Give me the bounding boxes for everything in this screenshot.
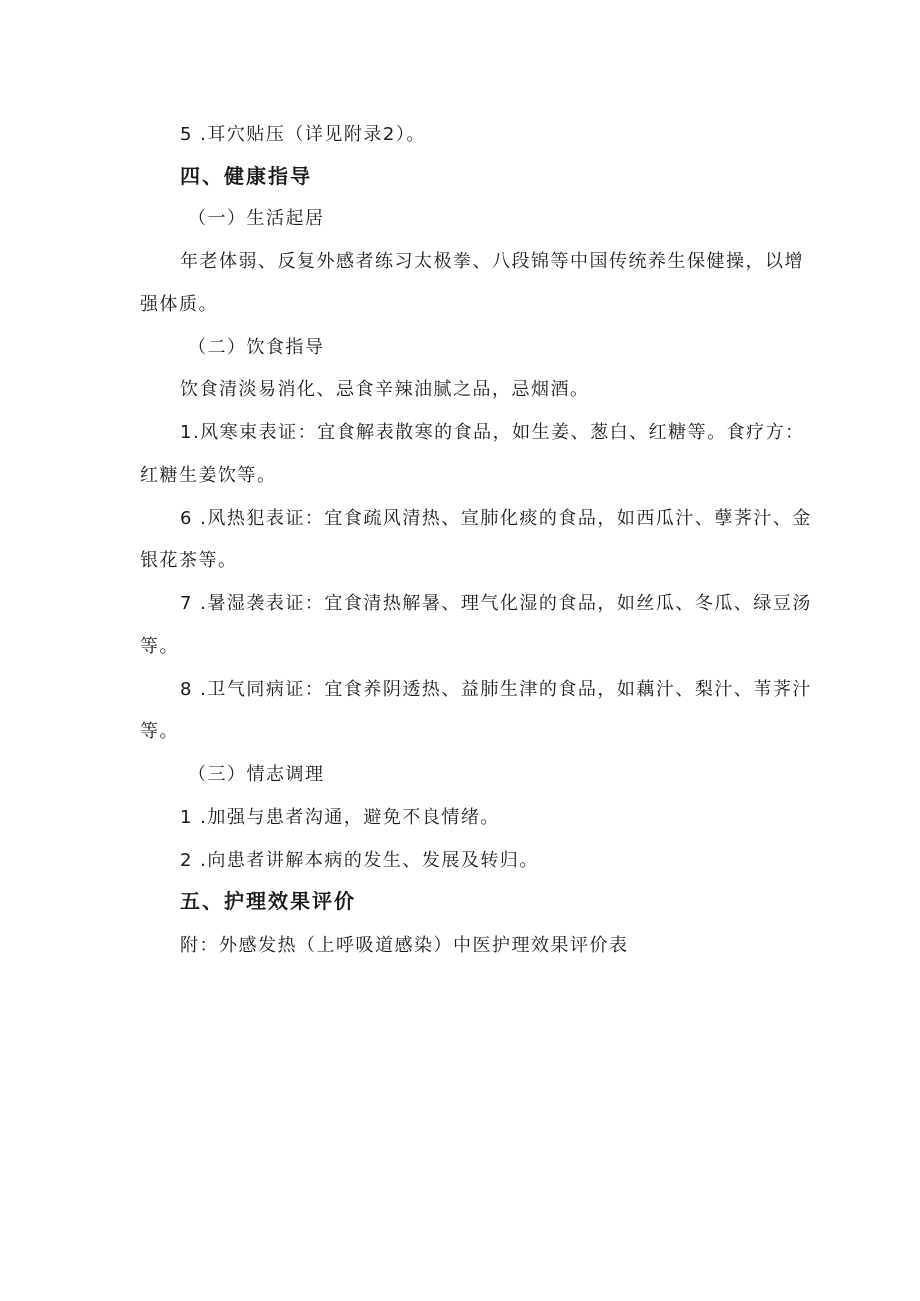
list-item-diet-wind-cold-line-1: 1.风寒束表证：宜食解表散寒的食品，如生姜、葱白、红糖等。食疗方： — [180, 422, 805, 443]
list-item-diet-wei-qi-line-2: 等。 — [140, 721, 179, 742]
list-item-emotion-communication: 1 .加强与患者沟通，避免不良情绪。 — [180, 807, 500, 828]
paragraph-daily-life-line-1: 年老体弱、反复外感者练习太极拳、八段锦等中国传统养生保健操，以增 — [180, 251, 804, 272]
list-item-ear-acupressure: 5 .耳穴贴压（详见附录2）。 — [180, 124, 426, 145]
subsection-heading-daily-life: （一）生活起居 — [188, 208, 325, 229]
paragraph-diet-general: 饮食清淡易消化、忌食辛辣油腻之品，忌烟酒。 — [180, 379, 590, 400]
paragraph-daily-life-line-2: 强体质。 — [140, 294, 218, 315]
appendix-note: 附：外感发热（上呼吸道感染）中医护理效果评价表 — [180, 935, 629, 956]
list-item-diet-wind-heat-line-2: 银花茶等。 — [140, 550, 238, 571]
list-item-diet-wind-cold-line-2: 红糖生姜饮等。 — [140, 465, 277, 486]
list-item-emotion-explanation: 2 .向患者讲解本病的发生、发展及转归。 — [180, 850, 539, 871]
section-heading-evaluation: 五、护理效果评价 — [180, 889, 356, 913]
list-item-diet-summer-damp-line-2: 等。 — [140, 636, 179, 657]
section-heading-health-guidance: 四、健康指导 — [180, 164, 312, 188]
list-item-diet-wei-qi-line-1: 8 .卫气同病证：宜食养阴透热、益肺生津的食品，如藕汁、梨汁、苇荠汁 — [180, 679, 812, 700]
subsection-heading-diet: （二）饮食指导 — [188, 337, 325, 358]
list-item-diet-summer-damp-line-1: 7 .暑湿袭表证：宜食清热解暑、理气化湿的食品，如丝瓜、冬瓜、绿豆汤 — [180, 593, 812, 614]
subsection-heading-emotion: （三）情志调理 — [188, 764, 325, 785]
list-item-diet-wind-heat-line-1: 6 .风热犯表证：宜食疏风清热、宣肺化痰的食品，如西瓜汁、孽荠汁、金 — [180, 508, 812, 529]
